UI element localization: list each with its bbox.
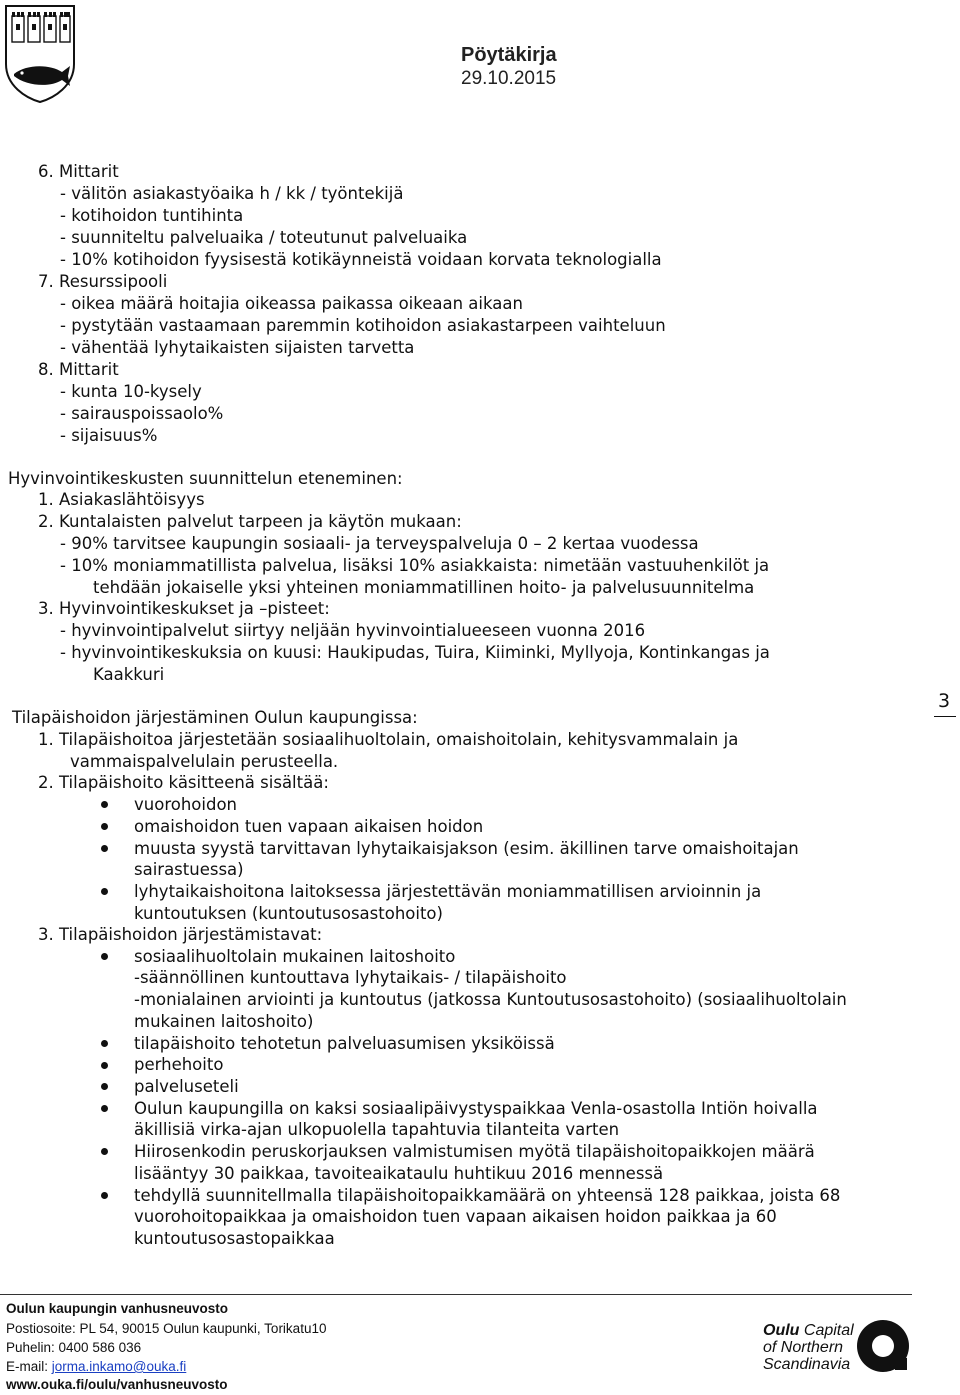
bullet-icon — [101, 888, 108, 895]
list-item: tehdyllä suunnitellmalla tilapäishoitopaikkamäärä on yhteensä 128 paikkaa, joista 68 — [134, 1186, 841, 1205]
logo-scandinavia: Scandinavia — [763, 1356, 851, 1373]
section-title: Tilapäishoidon järjestäminen Oulun kaupungissa: — [12, 708, 418, 727]
list-item: Hiirosenkodin peruskorjauksen valmistumisen myötä tilapäishoitopaikkojen määrä — [134, 1142, 815, 1161]
footer-divider — [0, 1294, 912, 1295]
footer-phone: Puhelin: 0400 586 036 — [6, 1340, 142, 1355]
list-item-continuation: lisääntyy 30 paikkaa, tavoiteaikataulu huhtikuu 2016 mennessä — [134, 1164, 664, 1183]
section-heading: 8. Mittarit — [38, 360, 119, 379]
list-item: - kotihoidon tuntihinta — [60, 206, 244, 225]
section-heading: 6. Mittarit — [38, 162, 119, 181]
section-heading: 1. Tilapäishoitoa järjestetään sosiaalihuoltolain, omaishoitolain, kehitysvammalain ja — [38, 730, 739, 749]
list-item: muusta syystä tarvittavan lyhytaikaisjakson (esim. äkillinen tarve omaishoitajan — [134, 839, 799, 858]
footer-email-line — [6, 1358, 186, 1376]
list-item-continuation: Kaakkuri — [93, 665, 165, 684]
bullet-icon — [101, 1192, 108, 1199]
section-heading: 2. Kuntalaisten palvelut tarpeen ja käytön mukaan: — [38, 512, 462, 531]
bullet-icon — [101, 1148, 108, 1155]
bullet-icon — [101, 823, 108, 830]
list-item: - vähentää lyhytaikaisten sijaisten tarvetta — [60, 338, 415, 357]
logo-capital: Capital — [799, 1322, 854, 1339]
list-item: - kunta 10-kysely — [60, 382, 202, 401]
list-item-continuation: mukainen laitoshoito) — [134, 1012, 314, 1031]
list-item: palveluseteli — [134, 1077, 239, 1096]
bullet-icon — [101, 1040, 108, 1047]
bullet-icon — [101, 1105, 108, 1112]
list-item-continuation: kuntoutuksen (kuntoutusosastohoito) — [134, 904, 443, 923]
list-item: - suunniteltu palveluaika / toteutunut palveluaika — [60, 228, 468, 247]
document-date: 29.10.2015 — [461, 68, 557, 89]
document-type-title: Pöytäkirja — [461, 44, 557, 66]
list-item-continuation: äkillisiä virka-ajan ulkopuolella tapahtuvia tilanteita varten — [134, 1120, 620, 1139]
footer-website: www.ouka.fi/oulu/vanhusneuvosto — [6, 1377, 228, 1392]
list-item: Oulun kaupungilla on kaksi sosiaalipäivystyspaikkaa Venla-osastolla Intiön hoivalla — [134, 1099, 818, 1118]
list-item: vuorohoidon — [134, 795, 237, 814]
list-item: lyhytaikaishoitona laitoksessa järjestettävän moniammatillisen arvioinnin ja — [134, 882, 762, 901]
list-item: - hyvinvointikeskuksia on kuusi: Haukipudas, Tuira, Kiiminki, Myllyoja, Kontinkangas ja — [60, 643, 770, 662]
section-heading: 1. Asiakaslähtöisyys — [38, 490, 205, 509]
list-item-continuation: sairastuessa) — [134, 860, 244, 879]
section-heading: 2. Tilapäishoito käsitteenä sisältää: — [38, 773, 329, 792]
list-item: - 10% kotihoidon fyysisestä kotikäynneistä voidaan korvata teknologialla — [60, 250, 662, 269]
list-item: omaishoidon tuen vapaan aikaisen hoidon — [134, 817, 484, 836]
list-item: - sijaisuus% — [60, 426, 158, 445]
footer-email-label: E-mail: — [6, 1359, 52, 1374]
bullet-icon — [101, 801, 108, 808]
footer-org-name: Oulun kaupungin vanhusneuvosto — [6, 1301, 229, 1316]
list-item: - 90% tarvitsee kaupungin sosiaali- ja terveyspalveluja 0 – 2 kertaa vuodessa — [60, 534, 699, 553]
footer-address: Postiosoite: PL 54, 90015 Oulun kaupunki, Torikatu10 — [6, 1321, 327, 1336]
list-item-continuation: vuorohoitopaikkaa ja omaishoidon tuen vapaan aikaisen hoidon paikkaa ja 60 — [134, 1207, 777, 1226]
list-item: - sairauspoissaolo% — [60, 404, 224, 423]
logo-oulu: Oulu — [763, 1322, 800, 1339]
section-heading: 3. Hyvinvointikeskukset ja –pisteet: — [38, 599, 330, 618]
list-item: - välitön asiakastyöaika h / kk / työntekijä — [60, 184, 404, 203]
list-item: tilapäishoito tehotetun palveluasumisen yksiköissä — [134, 1034, 555, 1053]
list-item-continuation: tehdään jokaiselle yksi yhteinen moniammatillinen hoito- ja palvelusuunnitelma — [93, 578, 755, 597]
list-item-continuation: vammaispalvelulain perusteella. — [70, 752, 339, 771]
bullet-icon — [101, 1083, 108, 1090]
list-item-continuation: -säännöllinen kuntouttava lyhytaikais- / tilapäishoito — [134, 968, 567, 987]
section-heading: 7. Resurssipooli — [38, 272, 168, 291]
list-item: perhehoito — [134, 1055, 224, 1074]
list-item-continuation: -monialainen arviointi ja kuntoutus (jatkossa Kuntoutusosastohoito) (sosiaalihuoltolain — [134, 990, 847, 1009]
section-title: Hyvinvointikeskusten suunnittelun eteneminen: — [8, 469, 403, 488]
page-number-underline — [934, 716, 956, 717]
page-number: 3 — [938, 690, 951, 712]
list-item: - hyvinvointipalvelut siirtyy neljään hyvinvointialueeseen vuonna 2016 — [60, 621, 646, 640]
logo-of-northern: of Northern — [763, 1339, 844, 1356]
bullet-icon — [101, 1062, 108, 1069]
list-item: sosiaalihuoltolain mukainen laitoshoito — [134, 947, 456, 966]
list-item-continuation: kuntoutusosastopaikkaa — [134, 1229, 335, 1248]
list-item: - 10% moniammatillista palvelua, lisäksi 10% asiakkaista: nimetään vastuuhenkilöt ja — [60, 556, 770, 575]
oulu-capital-logo-icon — [855, 1318, 911, 1374]
bullet-icon — [101, 953, 108, 960]
coat-of-arms-logo — [2, 2, 78, 104]
list-item: - pystytään vastaamaan paremmin kotihoidon asiakastarpeen vaihteluun — [60, 316, 666, 335]
footer-email-link[interactable]: jorma.inkamo@ouka.fi — [51, 1359, 187, 1374]
oulu-capital-logo-text — [763, 1322, 854, 1373]
list-item: - oikea määrä hoitajia oikeassa paikassa oikeaan aikaan — [60, 294, 523, 313]
section-heading: 3. Tilapäishoidon järjestämistavat: — [38, 925, 323, 944]
bullet-icon — [101, 845, 108, 852]
